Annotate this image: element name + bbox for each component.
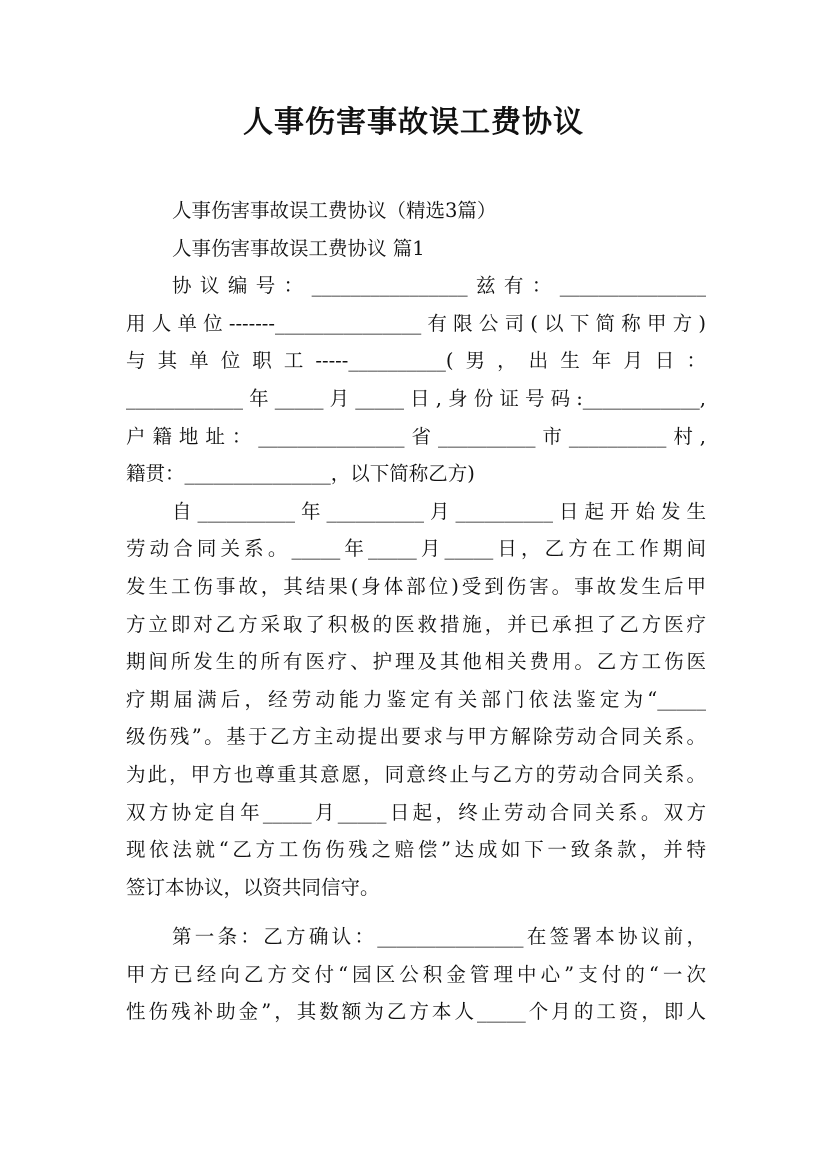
paragraph-line: 与其单位职工-----__________(男，出生年月日： xyxy=(126,349,706,373)
paragraph-line: 户籍地址：_______________省__________市__________村, xyxy=(126,424,706,448)
article-line: 甲方已经向乙方交付“园区公积金管理中心”支付的“一次 xyxy=(126,962,706,986)
paragraph-line: 发生工伤事故，其结果(身体部位)受到伤害。事故发生后甲 xyxy=(126,574,706,598)
paragraph-line: 自__________年__________月__________日起开始发生 xyxy=(172,499,706,523)
document-title: 人事伤害事故误工费协议 xyxy=(243,105,584,140)
paragraph-line: 协议编号：________________兹有：_______________ xyxy=(172,274,706,298)
paragraph-line: 签订本协议，以资共同信守。 xyxy=(126,875,380,899)
paragraph-line: 期间所发生的所有医疗、护理及其他相关费用。乙方工伤医 xyxy=(126,650,706,674)
section-heading: 人事伤害事故误工费协议 篇1 xyxy=(172,236,425,260)
paragraph-line: 现依法就“乙方工伤伤残之赔偿”达成如下一致条款，并特 xyxy=(126,838,706,862)
article-line: 第一条：乙方确认：_______________在签署本协议前， xyxy=(172,925,706,949)
paragraph-line: 双方协定自年_____月_____日起，终止劳动合同关系。双方 xyxy=(126,800,706,824)
paragraph-line: ____________年_____月_____日,身份证号码:____________, xyxy=(126,386,706,410)
paragraph-line: 疗期届满后，经劳动能力鉴定有关部门依法鉴定为“_____ xyxy=(126,687,706,711)
paragraph-gap xyxy=(126,906,706,918)
paragraph-line: 籍贯：_______________，以下简称乙方) xyxy=(126,462,475,486)
document-body xyxy=(126,192,706,1031)
paragraph-line: 用人单位-------_______________有限公司(以下简称甲方) xyxy=(126,311,706,335)
paragraph-line: 为此，甲方也尊重其意愿，同意终止与乙方的劳动合同关系。 xyxy=(126,762,706,786)
subtitle-line: 人事伤害事故误工费协议（精选3篇） xyxy=(172,199,497,222)
paragraph-line: 方立即对乙方采取了积极的医救措施，并已承担了乙方医疗 xyxy=(126,612,706,636)
paragraph-line: 级伤残”。基于乙方主动提出要求与甲方解除劳动合同关系。 xyxy=(126,725,706,749)
article-line: 性伤残补助金”，其数额为乙方本人_____个月的工资，即人 xyxy=(126,1000,706,1024)
paragraph-line: 劳动合同关系。_____年_____月_____日，乙方在工作期间 xyxy=(126,537,706,561)
